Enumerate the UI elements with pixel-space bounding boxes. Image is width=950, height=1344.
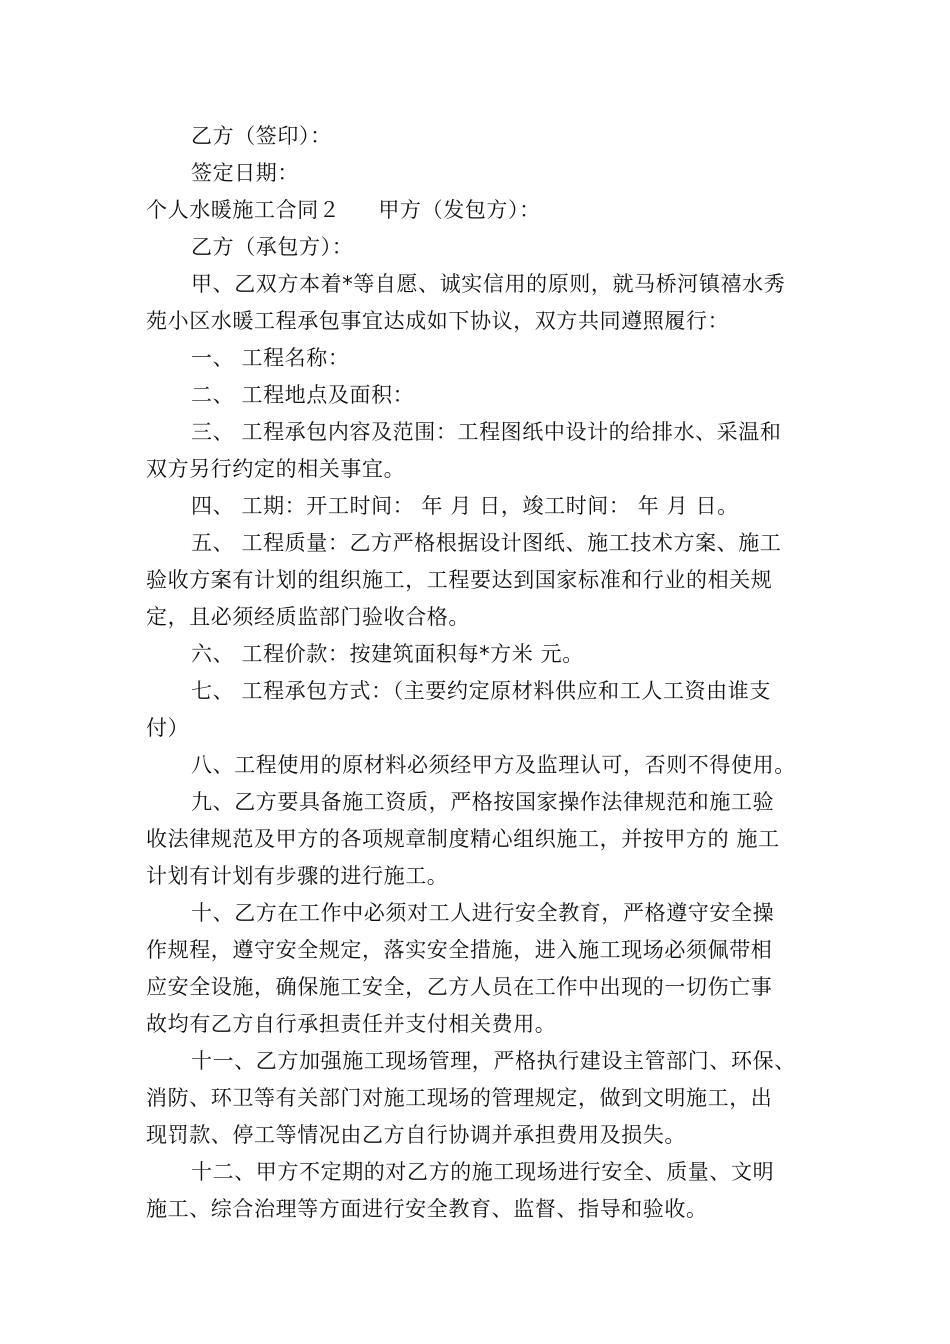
paragraph-line: 十一、乙方加强施工现场管理，严格执行建设主管部门、环保、 — [191, 1049, 796, 1073]
clause-5 — [146, 525, 836, 636]
party-b-signature-line: 乙方（签印）： — [191, 124, 332, 148]
paragraph-line: 六、 工程价款：按建筑面积每*方米 元。 — [191, 642, 584, 666]
paragraph-line: 验收方案有计划的组织施工，工程要达到国家标准和行业的相关规 — [146, 568, 773, 592]
clause-8 — [146, 747, 836, 784]
clause-2 — [146, 377, 836, 414]
paragraph-line: 三、 工程承包内容及范围：工程图纸中设计的给排水、采温和 — [191, 420, 782, 444]
party-b-label: 乙方（承包方）： — [191, 235, 354, 259]
paragraph-line: 计划有计划有步骤的进行施工。 — [146, 864, 449, 888]
paragraph-line: 十、乙方在工作中必须对工人进行安全教育，严格遵守安全操 — [191, 901, 775, 925]
paragraph-line: 定，且必须经质监部门验收合格。 — [146, 605, 470, 629]
clause-1 — [146, 340, 836, 377]
paragraph-line: 七、 工程承包方式：（主要约定原材料供应和工人工资由谁支 — [191, 679, 771, 703]
paragraph-line: 甲、乙双方本着*等自愿、诚实信用的原则，就马桥河镇禧水秀 — [191, 272, 786, 296]
contract-body — [146, 118, 836, 1228]
clause-12 — [146, 1154, 836, 1228]
paragraph-line: 十二、甲方不定期的对乙方的施工现场进行安全、质量、文明 — [191, 1160, 775, 1184]
paragraph-line: 施工、综合治理等方面进行安全教育、监督、指导和验收。 — [146, 1197, 708, 1221]
sign-date-line: 签定日期： — [191, 161, 299, 185]
paragraph-line: 消防、环卫等有关部门对施工现场的管理规定，做到文明施工，出 — [146, 1086, 773, 1110]
paragraph-line: 作规程，遵守安全规定，落实安全措施，进入施工现场必须佩带相 — [146, 938, 773, 962]
paragraph-line: 双方另行约定的相关事宜。 — [146, 457, 406, 481]
paragraph-line: 一、 工程名称： — [191, 346, 350, 370]
paragraph-line: 五、 工程质量：乙方严格根据设计图纸、施工技术方案、施工 — [191, 531, 782, 555]
clause-9 — [146, 784, 836, 895]
intro-paragraph — [146, 266, 836, 340]
paragraph-line: 二、 工程地点及面积： — [191, 383, 415, 407]
contract-title: 个人水暖施工合同２ — [146, 198, 341, 222]
paragraph-line: 八、工程使用的原材料必须经甲方及监理认可，否则不得使用。 — [191, 753, 796, 777]
paragraph-line: 故均有乙方自行承担责任并支付相关费用。 — [146, 1012, 557, 1036]
party-a-label: 甲方（发包方）： — [378, 198, 541, 222]
paragraph-line: 苑小区水暖工程承包事宜达成如下协议，双方共同遵照履行： — [146, 309, 730, 333]
clause-10 — [146, 895, 836, 1043]
contract-title-line — [146, 192, 836, 229]
clause-4 — [146, 488, 836, 525]
paragraph-line: 付） — [146, 716, 190, 740]
paragraph-line: 应安全设施，确保施工安全，乙方人员在工作中出现的一切伤亡事 — [146, 975, 773, 999]
clause-11 — [146, 1043, 836, 1154]
paragraph-line: 收法律规范及甲方的各项规章制度精心组织施工，并按甲方的 施工 — [146, 827, 780, 851]
paragraph-line: 九、乙方要具备施工资质，严格按国家操作法律规范和施工验 — [191, 790, 775, 814]
paragraph-line: 现罚款、停工等情况由乙方自行协调并承担费用及损失。 — [146, 1123, 686, 1147]
clause-6 — [146, 636, 836, 673]
clause-3 — [146, 414, 836, 488]
paragraph-line: 四、 工期：开工时间： 年 月 日，竣工时间： 年 月 日。 — [191, 494, 739, 518]
clause-7 — [146, 673, 836, 747]
